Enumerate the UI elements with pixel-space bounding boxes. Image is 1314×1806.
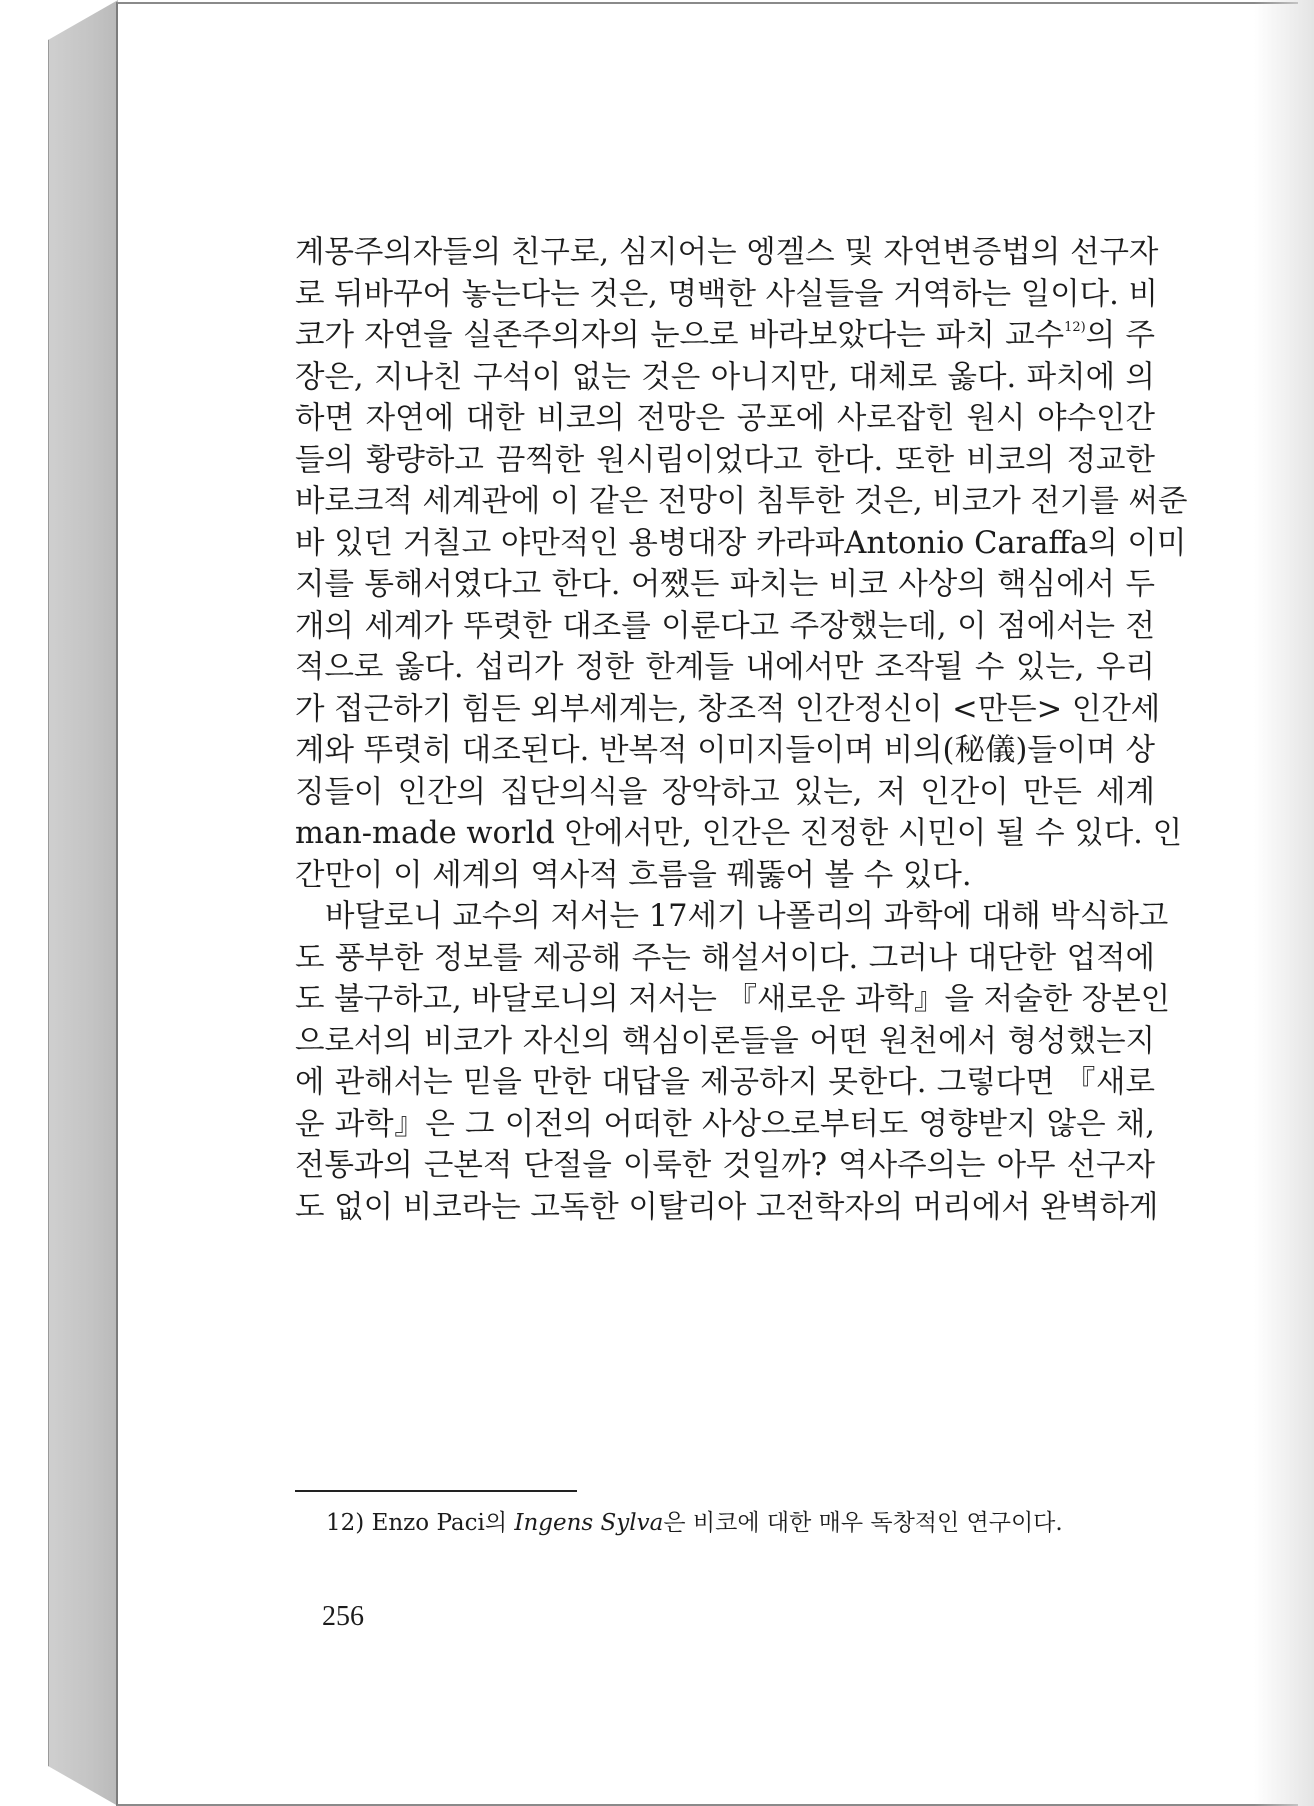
text-line: 운 과학』은 그 이전의 어떠한 사상으로부터도 영향받지 않은 채,	[295, 1106, 1155, 1142]
text-line: 으로서의 비코가 자신의 핵심이론들을 어떤 원천에서 형성했는지	[295, 1023, 1155, 1059]
text-line-part: 의 주	[1085, 318, 1156, 353]
text-line: 하면 자연에 대한 비코의 전망은 공포에 사로잡힌 원시 야수인간	[295, 401, 1155, 436]
text-line: 에 관해서는 믿을 만한 대답을 제공하지 못한다. 그렇다면 『새로	[295, 1065, 1155, 1100]
text-line: 징들이 인간의 집단의식을 장악하고 있는, 저 인간이 만든 세계	[295, 774, 1155, 810]
text-line: 적으로 옳다. 섭리가 정한 한계들 내에서만 조작될 수 있는, 우리	[295, 650, 1155, 685]
footnote	[326, 1508, 1063, 1538]
text-line: man-made world 안에서만, 인간은 진정한 시민이 될 수 있다. 인	[295, 816, 1183, 851]
text-line: 바달로니 교수의 저서는 17세기 나폴리의 과학에 대해 박식하고	[325, 899, 1169, 934]
text-line	[295, 315, 1155, 357]
text-line: 로 뒤바꾸어 놓는다는 것은, 명백한 사실들을 거역하는 일이다. 비	[295, 276, 1158, 312]
footnote-number: 12)	[326, 1510, 365, 1536]
text-line: 간만이 이 세계의 역사적 흐름을 꿰뚫어 볼 수 있다.	[295, 857, 972, 893]
footnote-reference: 12)	[1064, 320, 1086, 335]
text-line: 도 없이 비코라는 고독한 이탈리아 고전학자의 머리에서 완벽하게	[295, 1189, 1159, 1225]
text-line: 도 불구하고, 바달로니의 저서는 『새로운 과학』을 저술한 장본인	[295, 982, 1171, 1017]
text-line: 바로크적 세계관에 이 같은 전망이 침투한 것은, 비코가 전기를 써준	[295, 484, 1188, 519]
text-line: 전통과의 근본적 단절을 이룩한 것일까? 역사주의는 아무 선구자	[295, 1148, 1155, 1183]
footnote-title: Ingens Sylva	[514, 1510, 664, 1536]
footnote-author: Enzo Paci의	[371, 1510, 508, 1536]
book-spine	[48, 0, 119, 1806]
text-line: 개의 세계가 뚜렷한 대조를 이룬다고 주장했는데, 이 점에서는 전	[295, 608, 1155, 644]
text-line: 가 접근하기 힘든 외부세계는, 창조적 인간정신이 <만든> 인간세	[295, 691, 1161, 727]
text-line: 장은, 지나친 구석이 없는 것은 아니지만, 대체로 옳다. 파치에 의	[295, 359, 1155, 395]
text-line: 바 있던 거칠고 야만적인 용병대장 카라파Antonio Caraffa의 이미	[295, 525, 1187, 561]
text-line-part: 코가 자연을 실존주의자의 눈으로 바라보았다는 파치 교수	[295, 318, 1065, 353]
page-edge-shadow	[1254, 0, 1314, 1806]
body-text	[295, 232, 1188, 1228]
page-number: 256	[322, 1601, 364, 1632]
footnote-divider	[295, 1490, 577, 1492]
footnote-text: 은 비코에 대한 매우 독창적인 연구이다.	[663, 1510, 1063, 1536]
text-line: 계몽주의자들의 친구로, 심지어는 엥겔스 및 자연변증법의 선구자	[295, 235, 1159, 270]
text-line: 지를 통해서였다고 한다. 어쨌든 파치는 비코 사상의 핵심에서 두	[295, 567, 1155, 602]
text-line: 도 풍부한 정보를 제공해 주는 해설서이다. 그러나 대단한 업적에	[295, 940, 1155, 976]
text-line: 들의 황량하고 끔찍한 원시림이었다고 한다. 또한 비코의 정교한	[295, 442, 1155, 478]
text-line: 계와 뚜렷히 대조된다. 반복적 이미지들이며 비의(秘儀)들이며 상	[295, 733, 1155, 768]
